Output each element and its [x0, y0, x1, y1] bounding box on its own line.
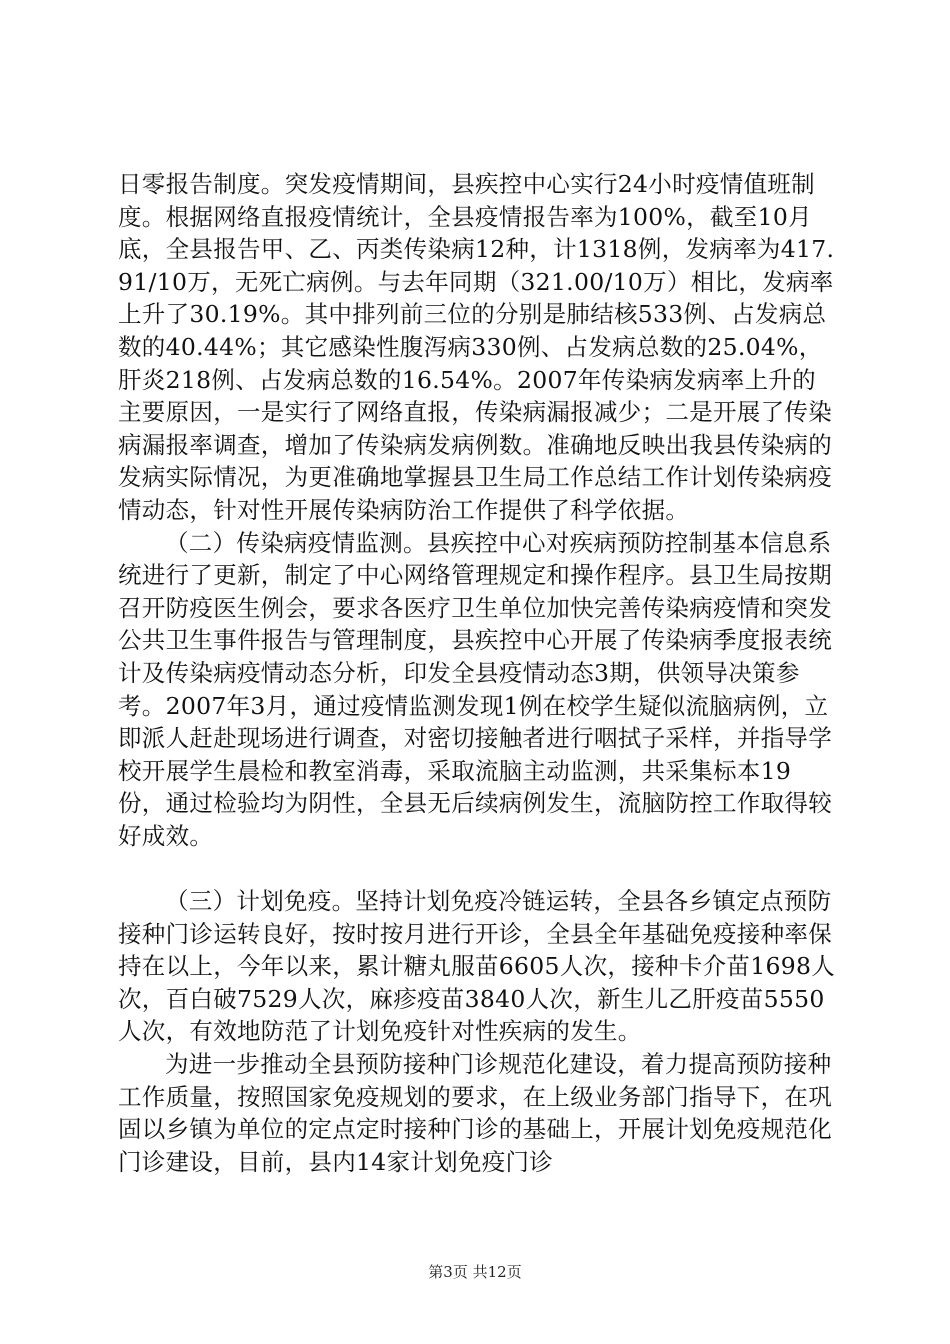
paragraph-clinic-standardization: 为进一步推动全县预防接种门诊规范化建设，着力提高预防接种工作质量，按照国家免疫规划的要求，在上级业务部门指导下，在巩固以乡镇为单位的定点定时接种门诊的基础上，开展计划免疫规范化门诊建设，目前，县内14家计划免疫门诊 [118, 1050, 832, 1176]
paragraph-epidemic-reporting: 日零报告制度。突发疫情期间，县疾控中心实行24小时疫情值班制度。根据网络直报疫情统计，全县疫情报告率为100%，截至10月底，全县报告甲、乙、丙类传染病12种，计1318例，发病率为417.91/10万，无死亡病例。与去年同期（321.00/10万）相比，发病率上升了30.19%。其中排列前三位的分别是肺结核533例、占发病总数的40.44%；其它感染性腹泻病330例、占发病总数的25.04%，肝炎218例、占发病总数的16.54%。2007年传染病发病率上升的主要原因，一是实行了网络直报，传染病漏报减少；二是开展了传染病漏报率调查，增加了传染病发病例数。准确地反映出我县传染病的发病实际情况，为更准确地掌握县卫生局工作总结工作计划传染病疫情动态，针对性开展传染病防治工作提供了科学依据。 [118, 170, 835, 524]
document-body [118, 168, 838, 1178]
paragraph-epidemic-monitoring: （二）传染病疫情监测。县疾控中心对疾病预防控制基本信息系统进行了更新，制定了中心网络管理规定和操作程序。县卫生局按期召开防疫医生例会，要求各医疗卫生单位加快完善传染病疫情和突发公共卫生事件报告与管理制度，县疾控中心开展了传染病季度报表统计及传染病疫情动态分析，印发全县疫情动态3期，供领导决策参考。2007年3月，通过疫情监测发现1例在校学生疑似流脑病例，立即派人赶赴现场进行调查，对密切接触者进行咽拭子采样，并指导学校开展学生晨检和教室消毒，采取流脑主动监测，共采集标本19份，通过检验均为阴性，全县无后续病例发生，流脑防控工作取得较好成效。 [118, 528, 832, 850]
paragraph-planned-immunization: （三）计划免疫。坚持计划免疫冷链运转，全县各乡镇定点预防接种门诊运转良好，按时按月进行开诊，全县全年基础免疫接种率保持在以上，今年以来，累计糖丸服苗6605人次，接种卡介苗1698人次，百白破7529人次，麻疹疫苗3840人次，新生儿乙肝疫苗5550人次，有效地防范了计划免疫针对性疾病的发生。 [118, 887, 836, 1046]
page-number-footer: 第3页 共12页 [428, 1263, 522, 1281]
paragraph-spacer [118, 852, 838, 885]
